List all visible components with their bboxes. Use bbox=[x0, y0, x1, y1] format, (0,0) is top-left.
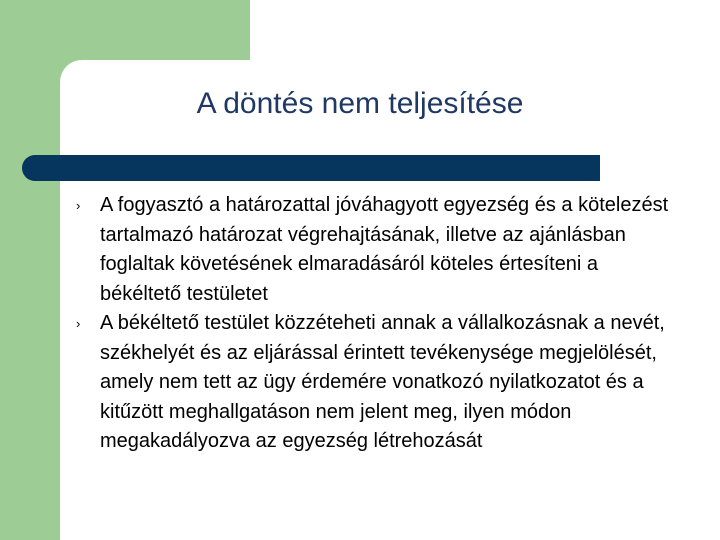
bullet-text: A fogyasztó a határozattal jóváhagyott egyezség és a kötelezést tartalmazó határozat végrehajtásának, illetve az ajánlásban foglaltak követésének elmaradásáról köteles értesíteni a békéltető testületet bbox=[100, 194, 669, 305]
bullet-item bbox=[78, 191, 678, 309]
title-divider-bar bbox=[22, 155, 600, 181]
slide-title: A döntés nem teljesítése bbox=[196, 87, 524, 120]
bullet-item bbox=[78, 309, 678, 457]
bullet-icon: › bbox=[76, 316, 81, 331]
bullet-text: A békéltető testület közzéteheti annak a vállalkozásnak a nevét, székhelyét és az eljárással érintett tevékenysége megjelölését, amely nem tett az ügy érdemére vonatkozó nyilatkozatot és a kitűzött meghallgatáson nem jelent meg, ilyen módon megakadályozva az egyezség létrehozását bbox=[100, 312, 665, 452]
bullet-icon: › bbox=[76, 198, 81, 213]
bullet-list bbox=[78, 191, 678, 457]
